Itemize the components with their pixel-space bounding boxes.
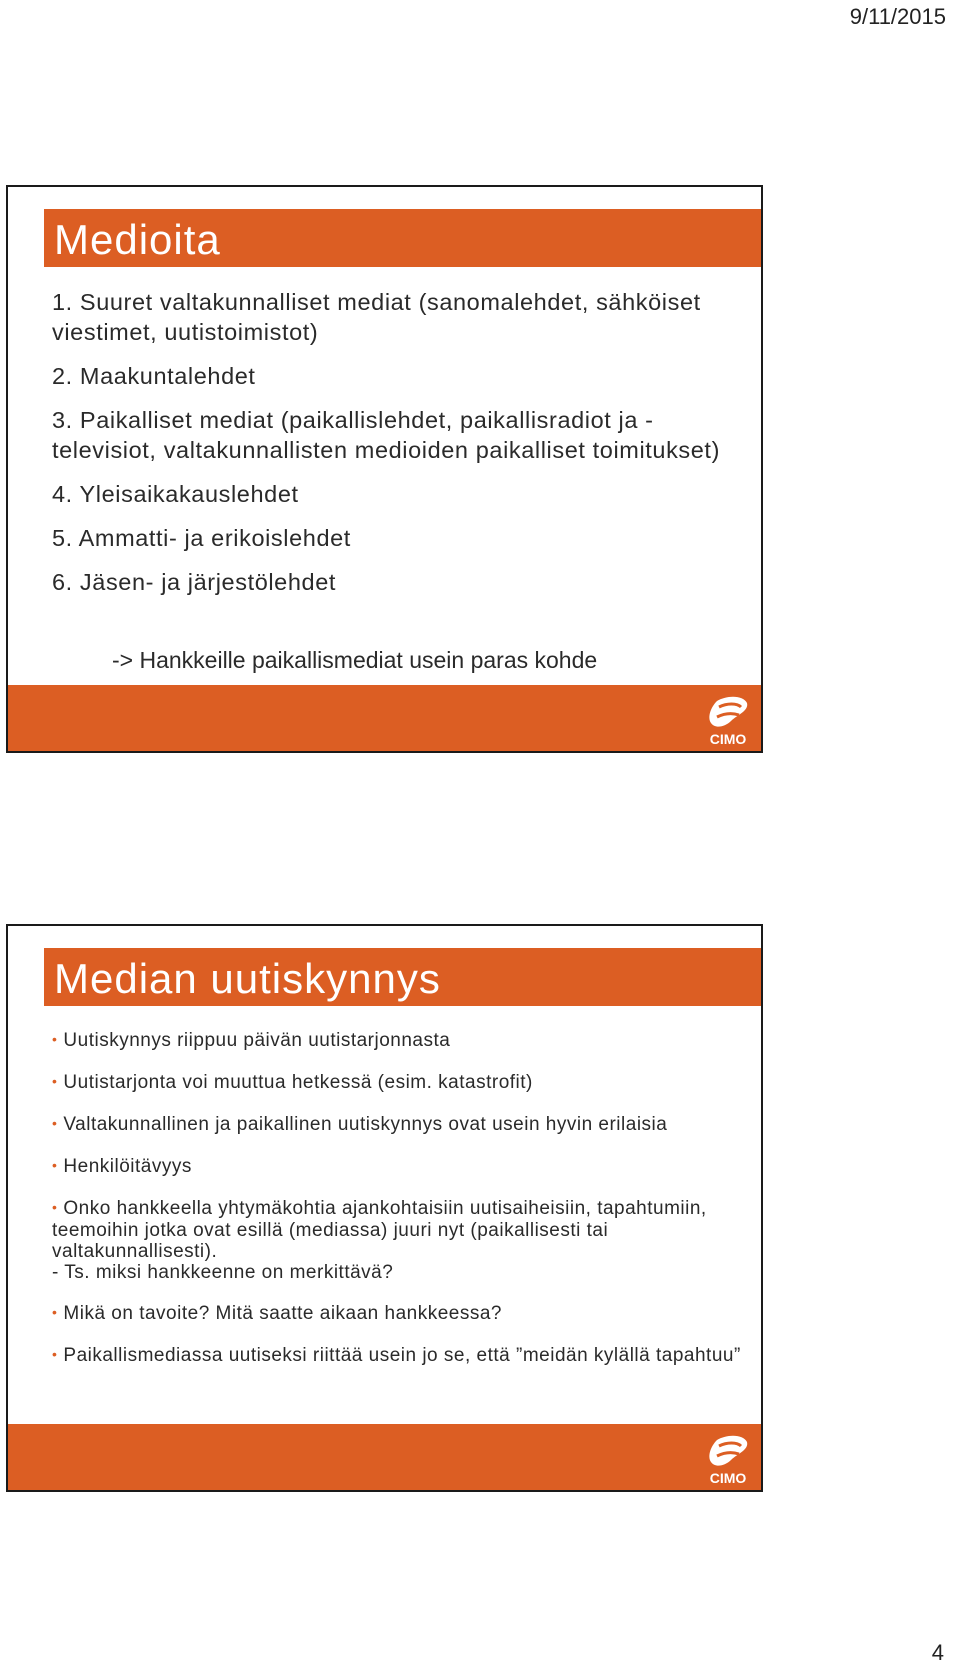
cimo-logo-icon [703,693,753,747]
list-item: 6. Jäsen- ja järjestölehdet [52,569,336,595]
list-item: 5. Ammatti- ja erikoislehdet [52,525,351,551]
list-item: 4. Yleisaikakauslehdet [52,481,299,507]
list-item: 1. Suuret valtakunnalliset mediat (sanomalehdet, sähköiset viestimet, uutistoimistot) [52,289,701,345]
bullet-list [52,1030,752,1387]
list-item: 3. Paikalliset mediat (paikallislehdet, paikallisradiot ja -televisiot, valtakunnallisten medioiden paikalliset toimitukset) [52,407,720,463]
cimo-logo-icon [703,1432,753,1486]
logo-text: CIMO [709,731,747,747]
list-item: • Mikä on tavoite? Mitä saatte aikaan hankkeessa? [52,1303,502,1324]
conclusion-text: -> Hankkeille paikallismediat usein paras kohde [112,647,598,673]
slide-title: Medioita [54,216,221,263]
slide-median-uutiskynnys [6,924,763,1492]
footer-bar [8,685,761,751]
slide-medioita [6,185,763,753]
list-item: • Uutistarjonta voi muuttua hetkessä (esim. katastrofit) [52,1072,533,1093]
page-date: 9/11/2015 [849,4,946,29]
list-item: • Uutiskynnys riippuu päivän uutistarjonnasta [52,1030,451,1051]
subnote: - Ts. miksi hankkeenne on merkittävä? [52,1262,394,1283]
media-list [52,287,752,611]
list-item: • Henkilöitävyys [52,1156,192,1177]
list-item: • Paikallismediassa uutiseksi riittää usein jo se, että ”meidän kylällä tapahtuu” [52,1345,741,1366]
slide-title: Median uutiskynnys [54,955,441,1002]
title-bar [44,948,761,1006]
footer-bar [8,1424,761,1490]
list-item: 2. Maakuntalehdet [52,363,256,389]
list-item: • Onko hankkeella yhtymäkohtia ajankohtaisiin uutisaiheisiin, tapahtumiin, teemoihin jotka ovat esillä (mediassa) juuri nyt (paikallisesti tai valtakunnallisesti). - Ts. miksi hankkeenne on merkittävä? [52,1198,707,1283]
title-bar [44,209,761,267]
logo-text: CIMO [709,1470,747,1486]
page-number: 4 [931,1640,944,1665]
list-item: • Valtakunnallinen ja paikallinen uutiskynnys ovat usein hyvin erilaisia [52,1114,668,1135]
